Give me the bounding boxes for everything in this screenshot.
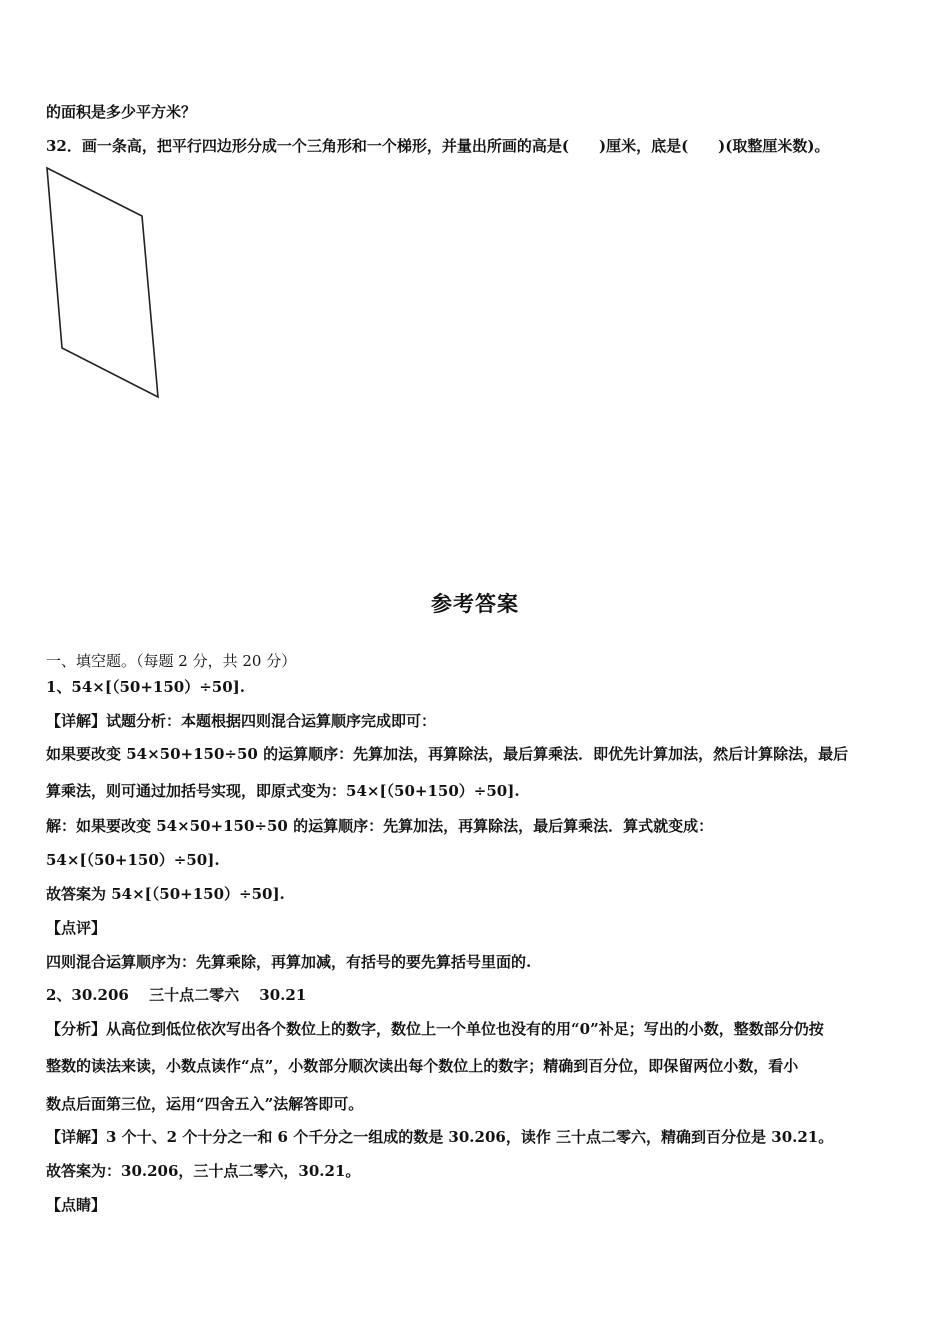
section-heading: 一、填空题。（每题 2 分，共 20 分） bbox=[46, 652, 297, 670]
answer-2-note-label: 【点睛】 bbox=[46, 1196, 107, 1214]
answer-title: 参考答案 bbox=[431, 592, 519, 616]
question-31-tail: 的面积是多少平方米？ bbox=[46, 103, 197, 121]
answer-1-review-text: 四则混合运算顺序为：先算乘除，再算加减，有括号的要先算括号里面的. bbox=[46, 953, 532, 971]
answer-1-solution: 解：如果要改变 54×50+150÷50 的运算顺序：先算加法，再算除法，最后算乘法．算式就变成： bbox=[46, 817, 714, 835]
answer-2-conclusion: 故答案为：30.206，三十点二零六，30.21。 bbox=[46, 1162, 361, 1180]
parallelogram-shape bbox=[47, 168, 158, 397]
answer-2-analysis-line-3: 数点后面第三位，运用“四舍五入”法解答即可。 bbox=[46, 1095, 364, 1113]
answer-2: 2、30.206 三十点二零六 30.21 bbox=[46, 986, 307, 1004]
answer-1-detail-label: 【详解】试题分析：本题根据四则混合运算顺序完成即可： bbox=[46, 712, 437, 730]
parallelogram-figure bbox=[40, 160, 170, 405]
answer-1-expression: 54×[（50+150）÷50]. bbox=[46, 851, 220, 869]
answer-1: 1、54×[（50+150）÷50]. bbox=[46, 678, 245, 696]
answer-1-detail-line-2: 算乘法，则可通过加括号实现，即原式变为：54×[（50+150）÷50]. bbox=[46, 782, 520, 800]
answer-2-detail: 【详解】3 个十、2 个十分之一和 6 个千分之一组成的数是 30.206，读作 三十点二零六，精确到百分位是 30.21。 bbox=[46, 1128, 834, 1146]
answer-1-conclusion: 故答案为 54×[（50+150）÷50]. bbox=[46, 885, 285, 903]
answer-1-review-label: 【点评】 bbox=[46, 919, 107, 937]
answer-1-detail-line-1: 如果要改变 54×50+150÷50 的运算顺序：先算加法，再算除法，最后算乘法．即优先计算加法，然后计算除法，最后 bbox=[46, 745, 849, 763]
answer-2-analysis-line-1: 【分析】从高位到低位依次写出各个数位上的数字，数位上一个单位也没有的用“0”补足；写出的小数，整数部分仍按 bbox=[46, 1020, 824, 1038]
answer-2-analysis-line-2: 整数的读法来读，小数点读作“点”，小数部分顺次读出每个数位上的数字；精确到百分位，即保留两位小数，看小 bbox=[46, 1057, 799, 1075]
question-32: 32．画一条高，把平行四边形分成一个三角形和一个梯形，并量出所画的高是( )厘米，底是( )(取整厘米数)。 bbox=[46, 137, 830, 155]
